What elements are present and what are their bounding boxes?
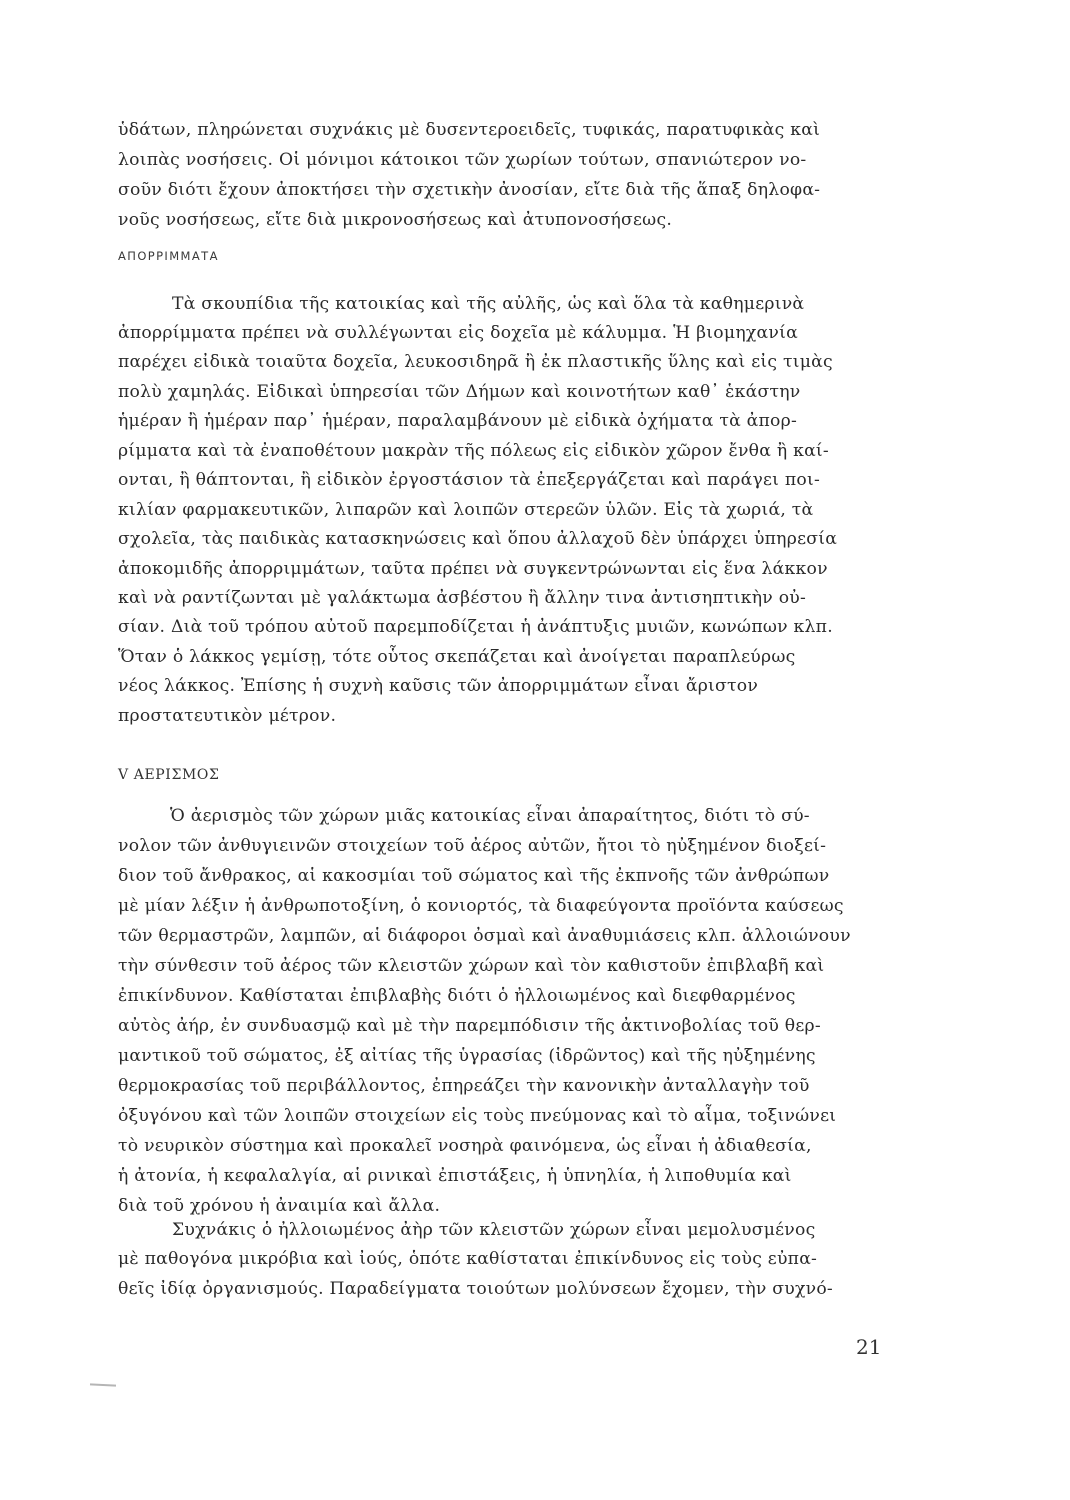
text-line: ὀξυγόνου καὶ τῶν λοιπῶν στοιχείων εἰς τοὺς πνεύμονας καὶ τὸ αἷμα, τοξινώνει — [118, 1106, 837, 1126]
section-heading-ventilation: V ΑΕΡΙΣΜΟΣ — [118, 767, 220, 783]
text-line: σίαν. Διὰ τοῦ τρόπου αὐτοῦ παρεμποδίζεται ἡ ἀνάπτυξις μυιῶν, κωνώπων κλπ. — [118, 617, 833, 637]
text-line: ἐπικίνδυνον. Καθίσταται ἐπιβλαβὴς διότι ὁ ἠλλοιωμένος καὶ διεφθαρμένος — [118, 986, 796, 1006]
text-line: Ὅταν ὁ λάκκος γεμίσῃ, τότε οὗτος σκεπάζεται καὶ ἀνοίγεται παραπλεύρως — [118, 647, 796, 667]
text-line: ἡ ἀτονία, ἡ κεφαλαλγία, αἱ ρινικαὶ ἐπιστάξεις, ἡ ὑπνηλία, ἡ λιποθυμία καὶ — [118, 1166, 792, 1186]
text-line: νέος λάκκος. Ἐπίσης ἡ συχνὴ καῦσις τῶν ἀπορριμμάτων εἶναι ἄριστον — [118, 676, 759, 696]
section-heading-waste: ΑΠΟΡΡΙΜΜΑΤΑ — [118, 249, 219, 263]
text-line: λοιπὰς νοσήσεις. Οἱ μόνιμοι κάτοικοι τῶν χωρίων τούτων, σπανιώτερον νο- — [118, 150, 807, 170]
text-line: τῶν θερμαστρῶν, λαμπῶν, αἱ διάφοροι ὀσμαὶ καὶ ἀναθυμιάσεις κλπ. ἀλλοιώνουν — [118, 926, 851, 946]
text-line: θεῖς ἰδίᾳ ὀργανισμούς. Παραδείγματα τοιούτων μολύνσεων ἔχομεν, τὴν συχνό- — [118, 1279, 833, 1299]
text-line: πολὺ χαμηλάς. Εἰδικαὶ ὑπηρεσίαι τῶν Δήμων καὶ κοινοτήτων καθ᾽ ἑκάστην — [118, 382, 801, 402]
text-line: νοῦς νοσήσεως, εἴτε διὰ μικρονοσήσεως καὶ ἀτυπονοσήσεως. — [118, 210, 673, 230]
text-line: προστατευτικὸν μέτρον. — [118, 706, 337, 726]
text-line: Συχνάκις ὁ ἠλλοιωμένος ἀὴρ τῶν κλειστῶν χώρων εἶναι μεμολυσμένος — [172, 1220, 816, 1240]
text-line: ἀπορρίμματα πρέπει νὰ συλλέγωνται εἰς δοχεῖα μὲ κάλυμμα. Ἡ βιομηχανία — [118, 323, 798, 343]
text-line: ἡμέραν ἢ ἡμέραν παρ᾽ ἡμέραν, παραλαμβάνουν μὲ εἰδικὰ ὀχήματα τὰ ἀπορ- — [118, 411, 798, 431]
text-line: διον τοῦ ἄνθρακος, αἱ κακοσμίαι τοῦ σώματος καὶ τῆς ἐκπνοῆς τῶν ἀνθρώπων — [118, 866, 830, 886]
text-line: μαντικοῦ τοῦ σώματος, ἐξ αἰτίας τῆς ὑγρασίας (ἱδρῶντος) καὶ τῆς ηὐξημένης — [118, 1046, 816, 1066]
text-line: διὰ τοῦ χρόνου ἡ ἀναιμία καὶ ἄλλα. — [118, 1196, 441, 1216]
text-line: τὸ νευρικὸν σύστημα καὶ προκαλεῖ νοσηρὰ φαινόμενα, ὡς εἶναι ἡ ἀδιαθεσία, — [118, 1136, 812, 1156]
text-line: μὲ μίαν λέξιν ἡ ἀνθρωποτοξίνη, ὁ κονιορτός, τὰ διαφεύγοντα προϊόντα καύσεως — [118, 896, 844, 916]
text-line: Ὁ ἀερισμὸς τῶν χώρων μιᾶς κατοικίας εἶναι ἀπαραίτητος, διότι τὸ σύ- — [170, 806, 810, 826]
text-line: καὶ νὰ ραντίζωνται μὲ γαλάκτωμα ἀσβέστου ἢ ἄλλην τινα ἀντισηπτικὴν οὐ- — [118, 588, 807, 608]
text-line: σοῦν διότι ἔχουν ἀποκτήσει τὴν σχετικὴν ἀνοσίαν, εἴτε διὰ τῆς ἅπαξ δηλοφα- — [118, 180, 821, 200]
text-line: θερμοκρασίας τοῦ περιβάλλοντος, ἐπηρεάζει τὴν κανονικὴν ἀνταλλαγὴν τοῦ — [118, 1076, 810, 1096]
scan-artifact — [90, 1383, 116, 1386]
text-line: αὐτὸς ἀήρ, ἐν συνδυασμῷ καὶ μὲ τὴν παρεμπόδισιν τῆς ἀκτινοβολίας τοῦ θερ- — [118, 1016, 821, 1036]
text-line: Τὰ σκουπίδια τῆς κατοικίας καὶ τῆς αὐλῆς, ὡς καὶ ὅλα τὰ καθημερινὰ — [172, 294, 805, 314]
text-line: σχολεῖα, τὰς παιδικὰς κατασκηνώσεις καὶ ὅπου ἀλλαχοῦ δὲν ὑπάρχει ὑπηρεσία — [118, 529, 838, 549]
text-line: μὲ παθογόνα μικρόβια καὶ ἰούς, ὁπότε καθίσταται ἐπικίνδυνος εἰς τοὺς εὐπα- — [118, 1249, 818, 1269]
text-line: κιλίαν φαρμακευτικῶν, λιπαρῶν καὶ λοιπῶν στερεῶν ὑλῶν. Εἰς τὰ χωριά, τὰ — [118, 500, 814, 520]
text-line: νολον τῶν ἀνθυγιεινῶν στοιχείων τοῦ ἀέρος αὐτῶν, ἤτοι τὸ ηὐξημένον διοξεί- — [118, 836, 827, 856]
text-line: ὑδάτων, πληρώνεται συχνάκις μὲ δυσεντεροειδεῖς, τυφικάς, παρατυφικὰς καὶ — [118, 120, 821, 140]
text-line: ἀποκομιδῆς ἀπορριμμάτων, ταῦτα πρέπει νὰ συγκεντρώνωνται εἰς ἕνα λάκκον — [118, 559, 828, 579]
text-line: ρίμματα καὶ τὰ ἐναποθέτουν μακρὰν τῆς πόλεως εἰς εἰδικὸν χῶρον ἔνθα ἢ καί- — [118, 441, 829, 461]
text-line: ονται, ἢ θάπτονται, ἢ εἰδικὸν ἐργοστάσιον τὰ ἐπεξεργάζεται καὶ παράγει ποι- — [118, 470, 821, 490]
text-line: παρέχει εἰδικὰ τοιαῦτα δοχεῖα, λευκοσιδηρᾶ ἢ ἐκ πλαστικῆς ὕλης καὶ εἰς τιμὰς — [118, 352, 833, 372]
text-line: τὴν σύνθεσιν τοῦ ἀέρος τῶν κλειστῶν χώρων καὶ τὸν καθιστοῦν ἐπιβλαβῆ καὶ — [118, 956, 825, 976]
page-number: 21 — [856, 1335, 882, 1359]
